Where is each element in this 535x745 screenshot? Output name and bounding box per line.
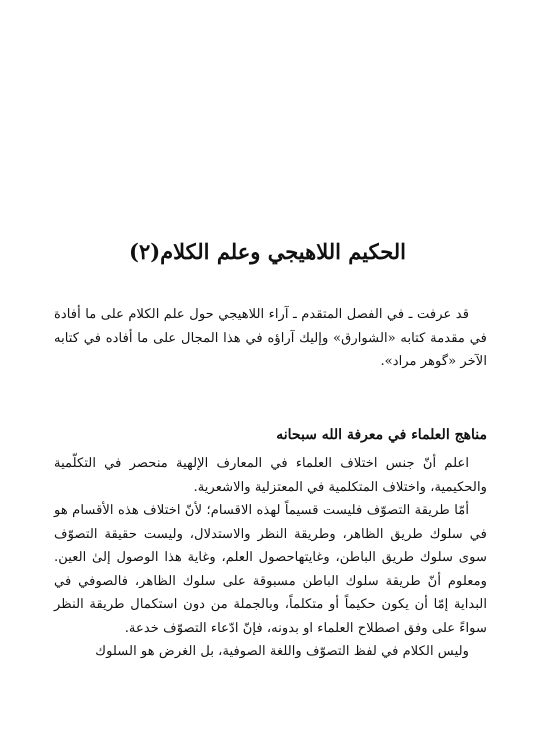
paragraph: وليس الكلام في لفظ التصوّف واللغة الصوفية، بل الغرض هو السلوك — [95, 644, 469, 659]
chapter-title: الحكيم اللاهيجي وعلم الكلام(٢) — [129, 239, 406, 264]
intro-section — [54, 303, 487, 374]
intro-paragraph: قد عرفت ـ في الفصل المتقدم ـ آراء اللاهيجي حول علم الكلام على ما أفادة في مقدمة كتابه «الشوارق» وإليك آراؤه في هذا المجال على ما أفاده في كتابه الآخر «گوهر مراد». — [54, 307, 487, 369]
body-text — [54, 452, 487, 664]
paragraph: اعلم أنّ جنس اختلاف العلماء في المعارف الإلهية منحصر في التكلّمية والحكيمية، واختلاف المتكلمية في المعتزلية والاشعرية. — [54, 456, 487, 495]
paragraph: أمّا طريقة التصوّف فليست قسيماً لهذه الاقسام؛ لأنّ اختلاف هذه الأقسام هو في سلوك طريق الظاهر، وطريقة النظر والاستدلال، وليست حقيقة التصوّف سوى سلوك طريق الباطن، وغايتهاحصول العلم، وغاية هذا الوصول إلىٰ العين. ومعلوم أنّ طريقة سلوك الباطن مسبوقة على سلوك الظاهر، فالصوفي في البداية إمّا أن يكون حكيماً أو متكلماً، وبالجملة من دون استكمال طريقة النظر سواءً على وفق اصطلاح العلماء او بدونه، فإنّ ادّعاء التصوّف خدعة. — [54, 503, 487, 636]
section-heading: مناهج العلماء في معرفة الله سبحانه — [276, 427, 487, 443]
